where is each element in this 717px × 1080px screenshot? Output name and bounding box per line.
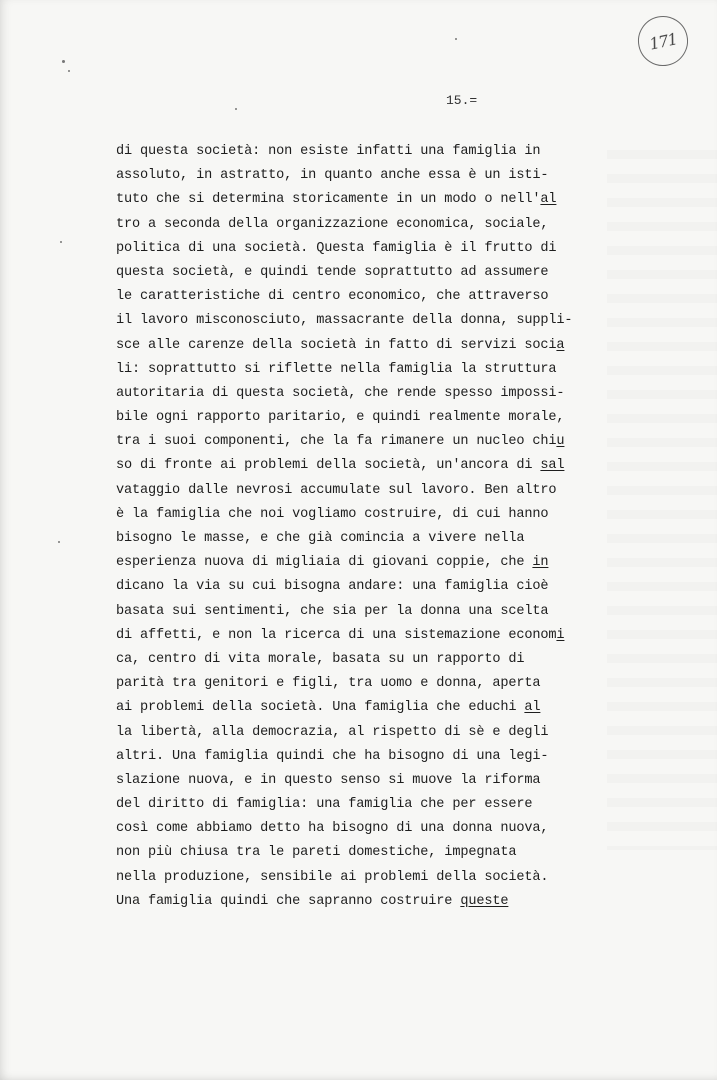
line-text: il lavoro misconosciuto, massacrante della donna, suppli- [116,313,573,329]
line-underlined-text: al [524,700,541,716]
bleed-through-shadow [607,150,717,850]
text-line [116,454,572,478]
body-text [116,140,572,914]
text-line [116,479,572,503]
line-text: la libertà, alla democrazia, al rispetto di sè e degli [116,724,549,740]
line-text: dicano la via su cui bisogna andare: una famiglia cioè [116,579,549,595]
text-line [116,527,572,551]
speck [58,541,60,543]
text-line [116,793,572,817]
text-line [116,769,572,793]
line-text: tuto che si determina storicamente in un modo o nell' [116,192,541,208]
text-line [116,575,572,599]
text-line [116,285,572,309]
line-text: slazione nuova, e in questo senso si muove la riforma [116,772,541,788]
line-underlined-text: sal [540,458,565,474]
line-text: Una famiglia quindi che sapranno costruire [116,893,461,909]
text-line [116,624,572,648]
text-line [116,503,572,527]
text-line [116,140,572,164]
line-text: è la famiglia che noi vogliamo costruire, di cui hanno [116,506,549,522]
line-text: vataggio dalle nevrosi accumulate sul lavoro. Ben altro [116,482,557,498]
text-line [116,890,572,914]
line-text: sce alle carenze della società in fatto di servizi soci [116,337,557,353]
text-line [116,551,572,575]
line-text: assoluto, in astratto, in quanto anche essa è un isti- [116,168,549,184]
text-line [116,721,572,745]
line-text: nella produzione, sensibile ai problemi della società. [116,869,549,885]
archive-stamp [633,11,692,70]
speck [235,108,237,110]
line-text: politica di una società. Questa famiglia è il frutto di [116,240,557,256]
text-line [116,382,572,406]
line-text: basata sui sentimenti, che sia per la donna una scelta [116,603,549,619]
text-line [116,866,572,890]
line-underlined-text: i [556,627,565,643]
line-underlined-text: a [556,337,565,353]
text-line [116,430,572,454]
line-text: le caratteristiche di centro economico, che attraverso [116,289,549,305]
text-line [116,164,572,188]
text-line [116,672,572,696]
line-text: li: soprattutto si riflette nella famiglia la struttura [116,361,557,377]
text-line [116,334,572,358]
line-text: non più chiusa tra le pareti domestiche, impegnata [116,845,517,861]
text-line [116,237,572,261]
line-underlined-text: al [540,192,557,208]
speck [455,38,457,40]
line-text: di questa società: non esiste infatti una famiglia in [116,144,541,159]
line-text: così come abbiamo detto ha bisogno di una donna nuova, [116,821,549,837]
archive-stamp-number: 171 [647,28,679,54]
line-text: di affetti, e non la ricerca di una sistemazione econom [116,627,557,643]
text-line [116,696,572,720]
line-text: altri. Una famiglia quindi che ha bisogno di una legi- [116,748,549,764]
text-line [116,406,572,430]
line-text: tro a seconda della organizzazione economica, sociale, [116,216,549,232]
line-text: tra i suoi componenti, che la fa rimanere un nucleo chi [116,434,557,450]
line-text: ca, centro di vita morale, basata su un rapporto di [116,651,525,667]
page-number: 15.= [446,93,478,108]
text-line [116,213,572,237]
line-underlined-text: queste [460,893,509,909]
line-underlined-text: u [556,434,565,450]
line-underlined-text: in [532,555,549,571]
line-text: ai problemi della società. Una famiglia che educhi [116,700,525,716]
speck [60,241,62,243]
speck [68,70,70,72]
text-line [116,358,572,382]
text-line [116,309,572,333]
speck [62,60,65,63]
line-text: esperienza nuova di migliaia di giovani coppie, che [116,555,533,571]
text-line [116,841,572,865]
text-line [116,745,572,769]
line-text: parità tra genitori e figli, tra uomo e donna, aperta [116,676,541,692]
line-text: so di fronte ai problemi della società, un'ancora di [116,458,541,474]
line-text: bile ogni rapporto paritario, e quindi realmente morale, [116,410,565,426]
line-text: questa società, e quindi tende soprattutto ad assumere [116,264,549,280]
text-line [116,817,572,841]
line-text: bisogno le masse, e che già comincia a vivere nella [116,531,525,546]
text-line [116,600,572,624]
text-line [116,648,572,672]
text-line [116,261,572,285]
text-line [116,188,572,212]
line-text: del diritto di famiglia: una famiglia che per essere [116,797,533,813]
line-text: autoritaria di questa società, che rende spesso impossi- [116,385,565,401]
